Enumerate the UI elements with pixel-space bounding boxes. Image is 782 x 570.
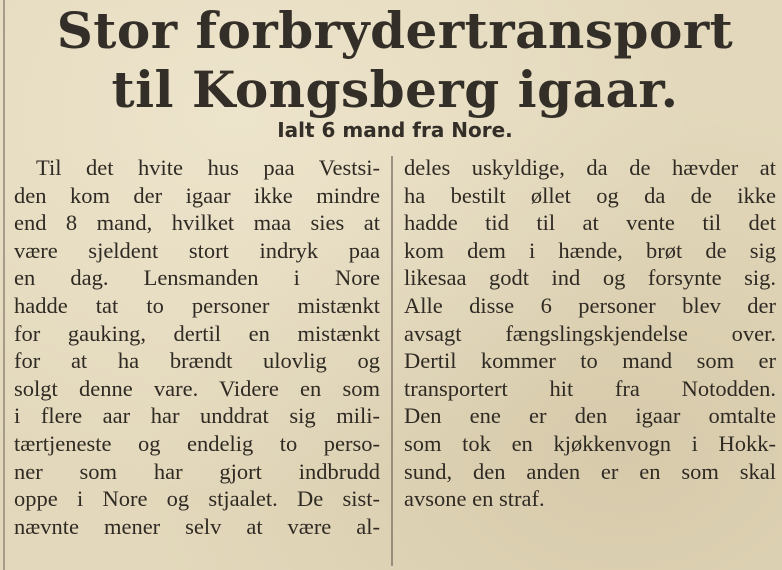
- headline-line-2: til Kongsberg igaar.: [111, 60, 679, 119]
- text-line: nævnte mener selv at være al-: [14, 513, 380, 539]
- text-line: i flere aar har unddrat sig mili-: [14, 403, 380, 429]
- text-line: deles uskyldige, da de hævder at: [404, 155, 776, 180]
- text-line: som tok en kjøkkenvogn i Hokk-: [404, 430, 776, 456]
- text-line: avsagt fængslingskjendelse over.: [404, 320, 776, 346]
- text-line: end 8 mand, hvilket maa sies at: [14, 210, 380, 236]
- text-line: den kom der igaar ikke mindre: [14, 182, 380, 208]
- column-divider: [391, 156, 393, 566]
- text-line: Alle disse 6 personer blev der: [404, 292, 776, 318]
- text-line: tærtjeneste og endelig to perso-: [14, 430, 380, 456]
- text-line: for at ha brændt ulovlig og: [14, 348, 380, 374]
- text-line: være sjeldent stort indryk paa: [14, 237, 380, 263]
- headline-line-1: Stor forbrydertransport: [56, 1, 734, 60]
- text-line: ha bestilt øllet og da de ikke: [404, 182, 776, 208]
- text-line: Dertil kommer to mand som er: [404, 348, 776, 374]
- text-line: solgt denne vare. Videre en som: [14, 375, 380, 401]
- text-line: oppe i Nore og stjaalet. De sist-: [14, 486, 380, 512]
- text-line: transportert hit fra Notodden.: [404, 375, 776, 401]
- article-column-right: [404, 154, 776, 513]
- text-line: sund, den anden er en som skal: [404, 458, 776, 484]
- text-line: Til det hvite hus paa Vestsi-: [36, 155, 380, 180]
- text-line: Den ene er den igaar omtalte: [404, 403, 776, 429]
- subheadline: Ialt 6 mand fra Nore.: [277, 118, 513, 142]
- text-line: avsone en straf.: [404, 486, 545, 512]
- article-column-left: [14, 154, 380, 540]
- text-line: ner som har gjort indbrudd: [14, 458, 380, 484]
- text-line: kom dem i hænde, brøt de sig: [404, 237, 776, 263]
- text-line: hadde tid til at vente til det: [404, 210, 776, 236]
- text-line: for gauking, dertil en mistænkt: [14, 320, 380, 346]
- text-line: likesaa godt ind og forsynte sig.: [404, 265, 776, 291]
- text-line: hadde tat to personer mistænkt: [14, 292, 380, 318]
- text-line: en dag. Lensmanden i Nore: [14, 265, 380, 291]
- page-edge-rule: [3, 0, 5, 570]
